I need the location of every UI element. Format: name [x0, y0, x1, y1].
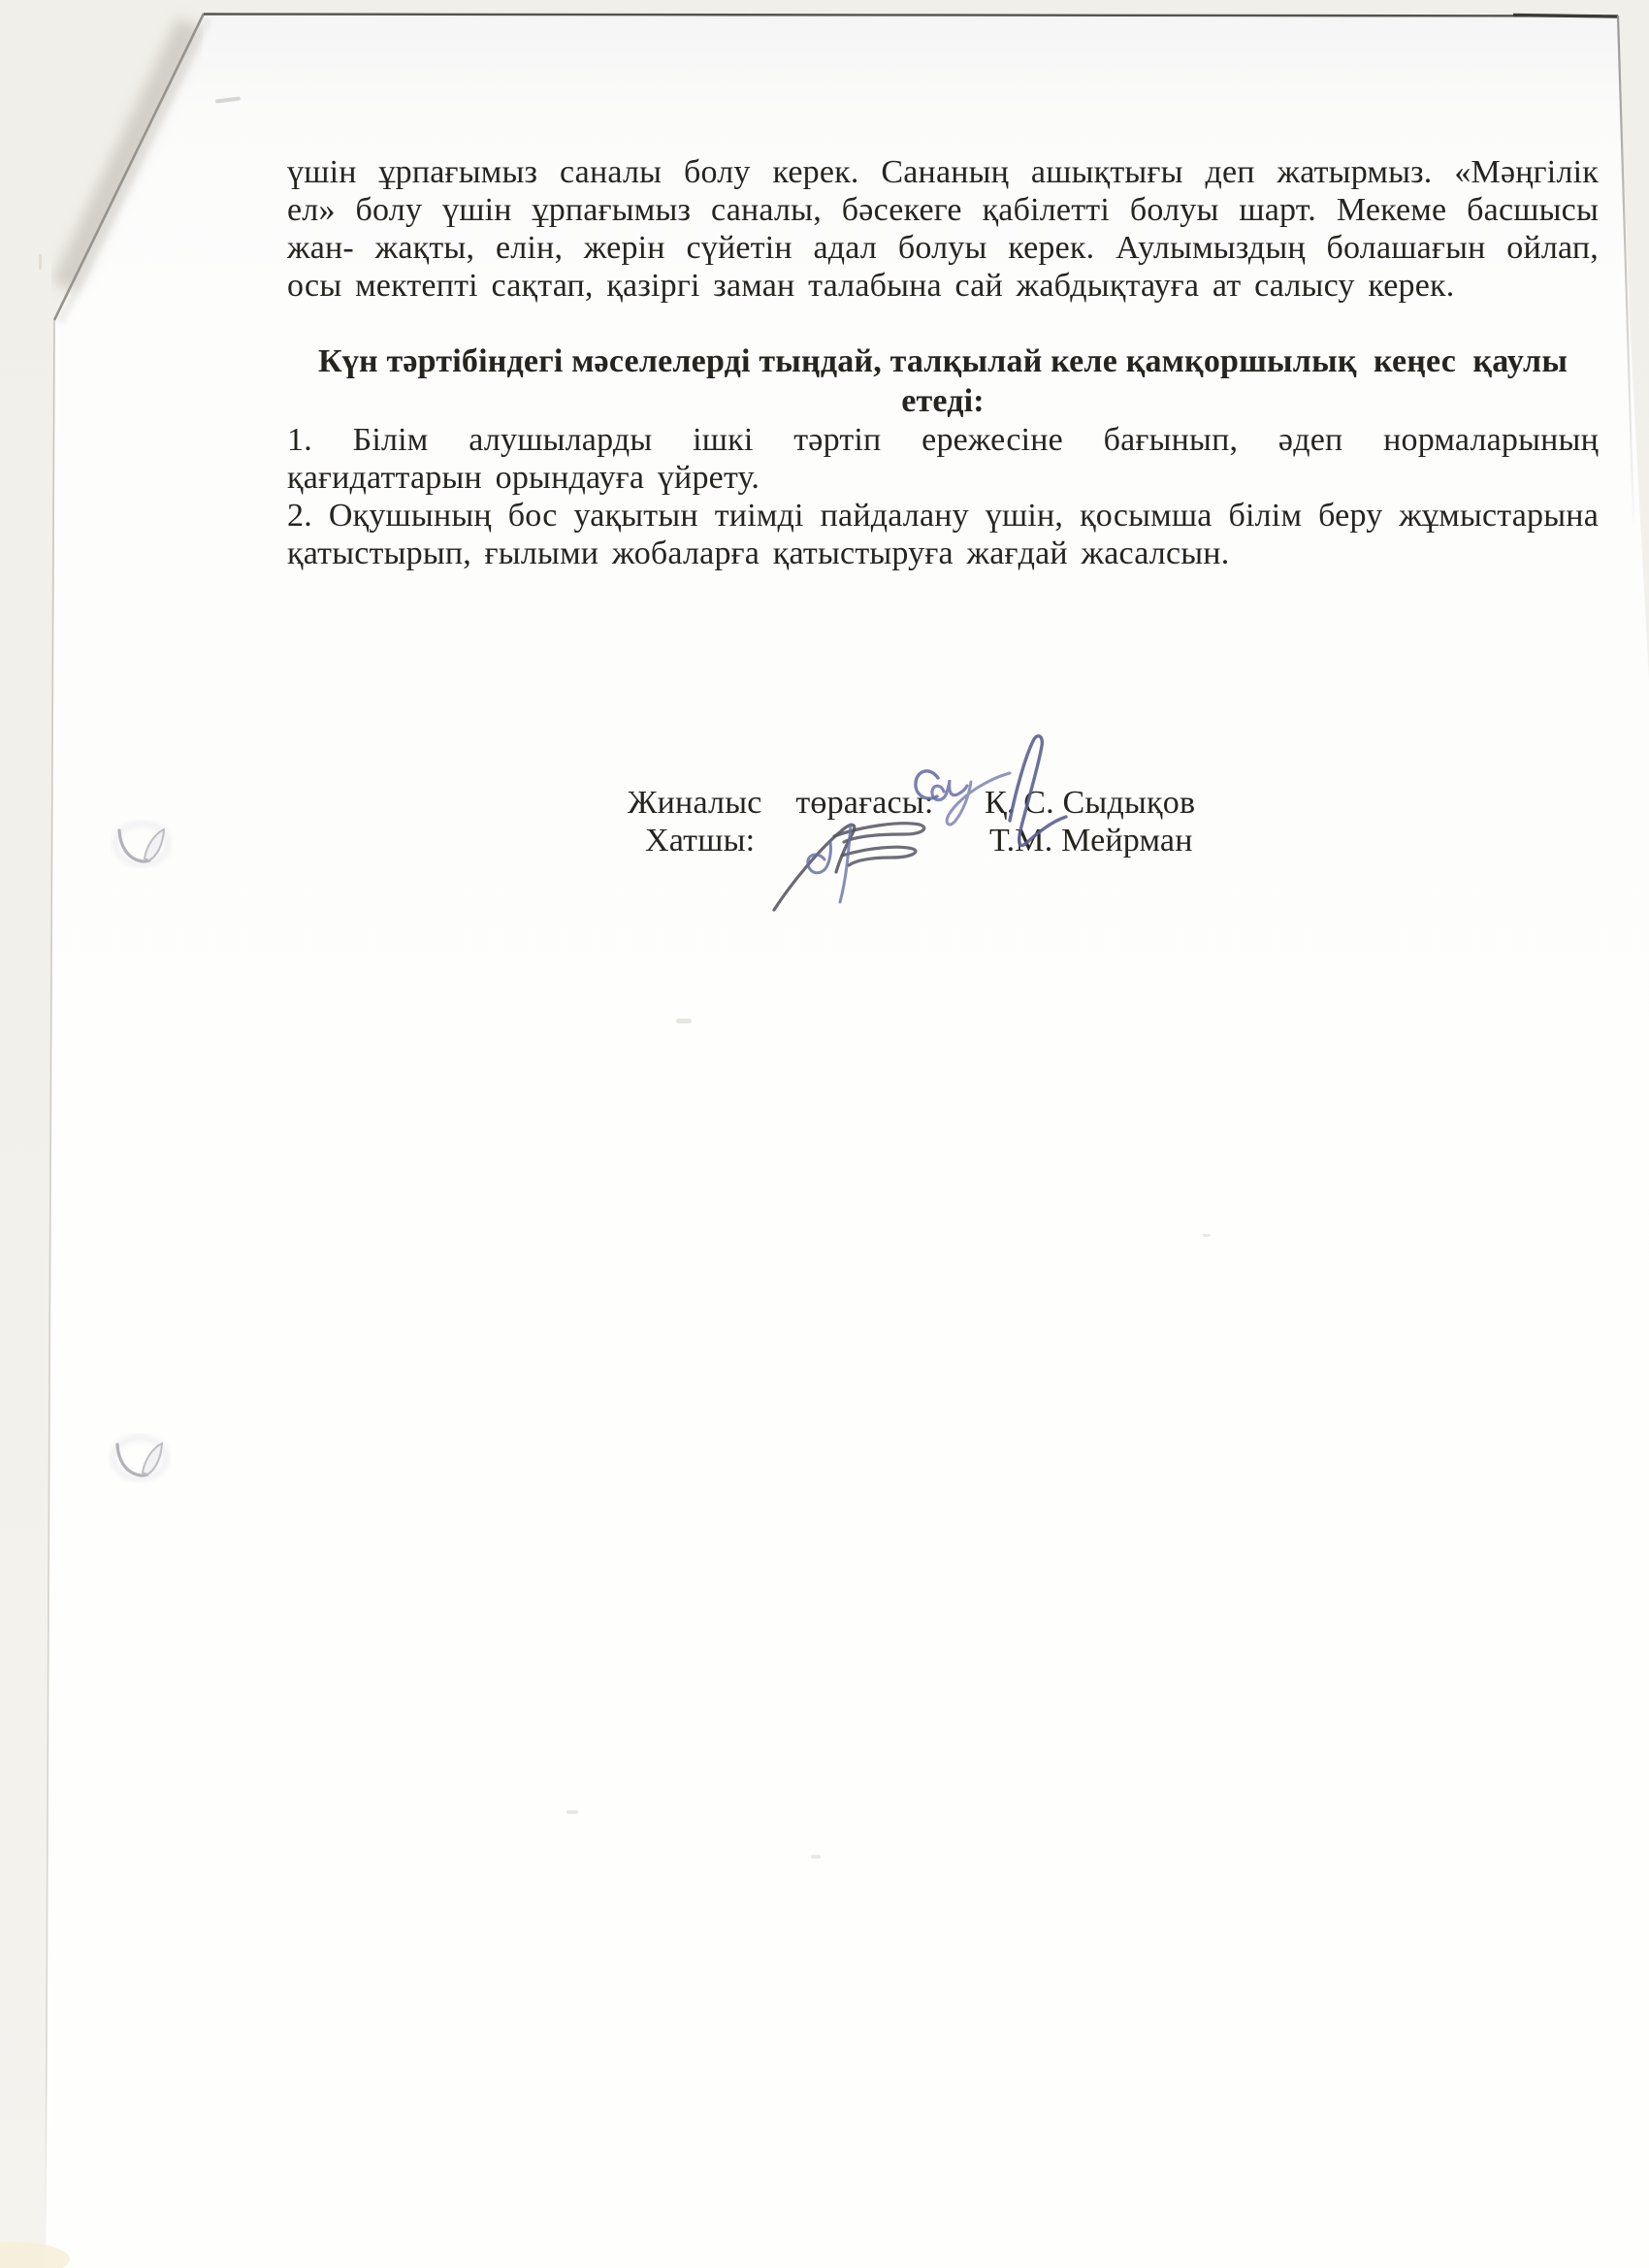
heading-line: етеді:: [901, 383, 985, 419]
signature-row2-label: Хатшы:: [645, 823, 756, 859]
resolution-item-2: [287, 497, 1599, 572]
heading-line: Күн тәртібіндегі мәселелерді тыңдай, талқылай келе қамқоршылық кеңес қаулы: [317, 343, 1568, 379]
signature-row1-name: Қ. С. Сыдықов: [985, 785, 1196, 821]
item-line: 1. Білім алушыларды ішкі тәртіп ережесіне бағынып, әдеп нормаларының: [287, 422, 1599, 458]
resolution-item-1: [287, 421, 1599, 497]
paragraph-line: осы мектепті сақтап, қазіргі заман талабына сай жабдықтауға ат салысу керек.: [287, 268, 1455, 304]
item-line: қағидаттарын орындауға үйрету.: [287, 460, 760, 496]
body-paragraph: [287, 153, 1599, 305]
signature-row2-name: Т.М. Мейрман: [989, 823, 1193, 859]
paragraph-line: ел» болу үшін ұрпағымыз саналы, бәсекеге қабілетті болуы шарт. Мекеме басшысы: [287, 192, 1599, 228]
item-line: 2. Оқушының бос уақытын тиімді пайдалану үшін, қосымша білім беру жұмыстарына: [287, 498, 1599, 534]
item-line: қатыстырып, ғылыми жобаларға қатыстыруға жағдай жасалсын.: [287, 535, 1230, 571]
resolution-heading: [287, 341, 1599, 421]
signature-row1-label: Жиналыс төрағасы:: [628, 785, 934, 821]
paragraph-line: жан- жақты, елін, жерін сүйетін адал болуы керек. Аулымыздың болашағын ойлап,: [287, 230, 1599, 266]
paragraph-line: үшін ұрпағымыз саналы болу керек. Сананың ашықтығы деп жатырмыз. «Мәңгілік: [287, 154, 1599, 190]
